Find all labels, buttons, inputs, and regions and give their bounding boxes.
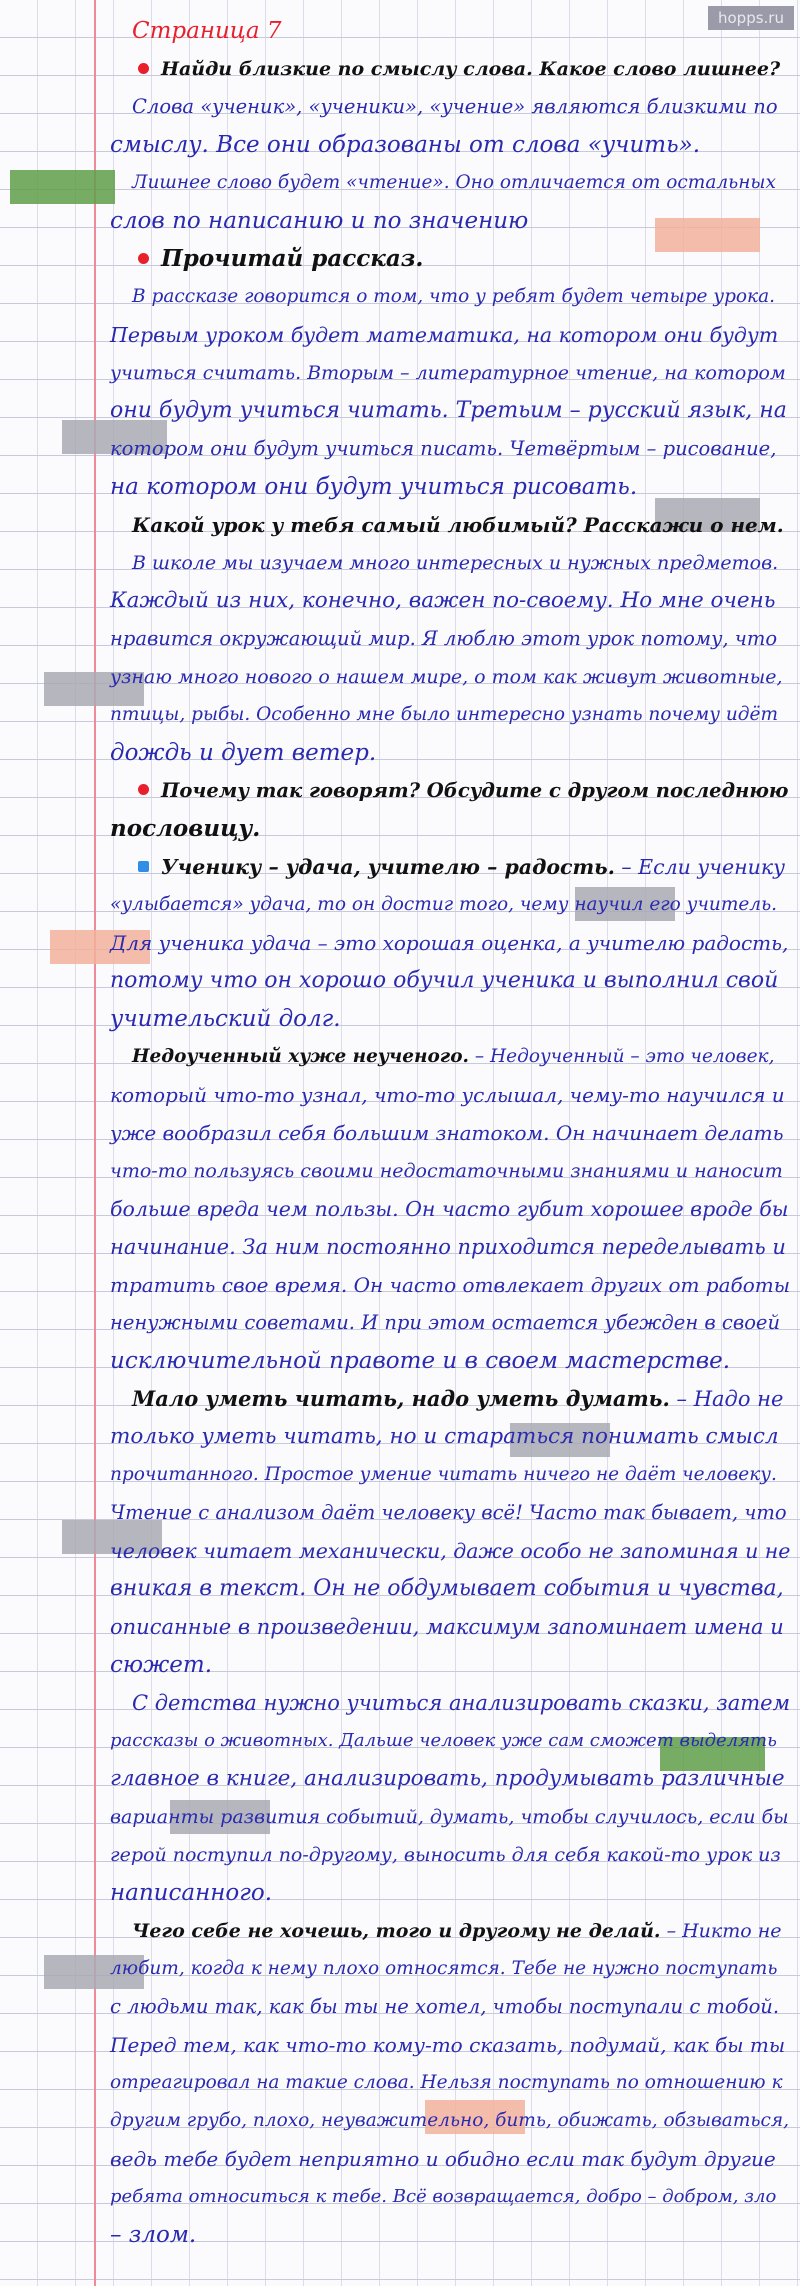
text-line: другим грубо, плохо, неуважительно, бить, обижать, обзываться, xyxy=(110,2110,789,2131)
text-line: написанного. xyxy=(110,1880,273,1906)
page-title: Страница 7 xyxy=(132,18,282,44)
proverb-line: Ученику – удача, учителю – радость. – Если ученику xyxy=(138,848,785,886)
bullet-icon xyxy=(138,253,149,264)
proverb-title: Мало уметь читать, надо уметь думать. xyxy=(132,1386,670,1411)
text-line: смыслу. Все они образованы от слова «учить». xyxy=(110,132,701,158)
text-line: человек читает механически, даже особо не запоминая и не xyxy=(110,1539,791,1563)
text-line: варианты развития событий, думать, чтобы случилось, если бы xyxy=(110,1806,789,1828)
text-line: только уметь читать, но и стараться понимать смысл xyxy=(110,1424,779,1449)
text-line: вникая в текст. Он не обдумывает события и чувства, xyxy=(110,1576,784,1601)
text-line: В школе мы изучаем много интересных и нужных предметов. xyxy=(132,552,779,574)
text-line: Чтение с анализом даёт человеку всё! Часто так бывает, что xyxy=(110,1501,787,1524)
text-line: «улыбается» удача, то он достиг того, чему научил его учитель. xyxy=(110,894,778,915)
proverb-line: Недоученный хуже неученого. – Недоученный – это человек, xyxy=(132,1046,775,1067)
proverb-title: Недоученный хуже неученого. xyxy=(132,1046,469,1067)
text-line: птицы, рыбы. Особенно мне было интересно узнать почему идёт xyxy=(110,704,779,725)
text-line: что-то пользуясь своими недостаточными знаниями и наносит xyxy=(110,1160,783,1182)
text-line: нравится окружающий мир. Я люблю этот урок потому, что xyxy=(110,627,778,650)
text-line: сюжет. xyxy=(110,1652,213,1678)
text-line: учительский долг. xyxy=(110,1006,341,1032)
task-heading: Найди близкие по смыслу слова. Какое слово лишнее? xyxy=(138,50,780,88)
text-line: Каждый из них, конечно, важен по-своему. Но мне очень xyxy=(110,588,776,613)
watermark-logo: hopps.ru xyxy=(708,6,794,30)
text-line: котором они будут учиться писать. Четвёртым – рисование, xyxy=(110,437,777,460)
text-line: который что-то узнал, что-то услышал, чему-то научился и xyxy=(110,1083,785,1107)
text-line: учиться считать. Вторым – литературное чтение, на котором xyxy=(110,362,786,384)
text-line: исключительной правоте и в своем мастерстве. xyxy=(110,1348,731,1374)
text-line: потому что он хорошо обучил ученика и выполнил свой xyxy=(110,968,779,993)
task-heading: Почему так говорят? Обсудите с другом последнюю xyxy=(138,772,788,810)
bullet-icon xyxy=(138,861,149,872)
text-line: Первым уроком будет математика, на котором они будут xyxy=(110,323,779,347)
text-line: Слова «ученик», «ученики», «учение» являются близкими по xyxy=(132,95,778,118)
task-heading: Прочитай рассказ. xyxy=(138,240,423,278)
text-line: начинание. За ним постоянно приходится переделывать и xyxy=(110,1235,786,1259)
proverb-title: Ученику – удача, учителю – радость. xyxy=(161,855,615,879)
text-line: ведь тебе будет неприятно и обидно если так будут другие xyxy=(110,2147,776,2171)
proverb-line: Мало уметь читать, надо уметь думать. – Надо не xyxy=(132,1386,784,1411)
text-line: В рассказе говорится о том, что у ребят будет четыре урока. xyxy=(132,286,776,307)
text-line: уже вообразил себя большим знатоком. Он начинает делать xyxy=(110,1121,784,1145)
text-line: Лишнее слово будет «чтение». Оно отличается от остальных xyxy=(132,172,776,193)
text-line: прочитанного. Простое умение читать ничего не даёт человеку. xyxy=(110,1464,777,1485)
text-line: С детства нужно учиться анализировать сказки, затем xyxy=(132,1691,790,1715)
text-line: описанные в произведении, максимум запоминает имена и xyxy=(110,1615,784,1639)
task-heading: пословицу. xyxy=(110,815,261,842)
bullet-icon xyxy=(138,784,149,795)
text-line: рассказы о животных. Дальше человек уже сам сможет выделять xyxy=(110,1730,777,1751)
text-line: с людьми так, как бы ты не хотел, чтобы поступали с тобой. xyxy=(110,1995,780,2018)
proverb-title: Чего себе не хочешь, того и другому не делай. xyxy=(132,1920,661,1942)
text-line: слов по написанию и по значению xyxy=(110,208,529,234)
bullet-icon xyxy=(138,63,149,74)
text-line: больше вреда чем пользы. Он часто губит хорошее вроде бы xyxy=(110,1197,789,1221)
text-line: отреагировал на такие слова. Нельзя поступать по отношению к xyxy=(110,2072,783,2093)
watermark-block xyxy=(655,218,760,252)
text-line: Для ученика удача – это хорошая оценка, а учителю радость, xyxy=(110,931,789,955)
text-line: ребята относиться к тебе. Всё возвращается, добро – добром, зло xyxy=(110,2186,777,2207)
text-line: главное в книге, анализировать, продумывать различные xyxy=(110,1766,785,1791)
text-line: любит, когда к нему плохо относятся. Тебе не нужно поступать xyxy=(110,1958,778,1979)
text-line: – злом. xyxy=(110,2222,197,2248)
watermark-block xyxy=(10,170,115,204)
proverb-line: Чего себе не хочешь, того и другому не делай. – Никто не xyxy=(132,1920,782,1942)
text-line: герой поступил по-другому, выносить для себя какой-то урок из xyxy=(110,1844,781,1866)
text-line: Перед тем, как что-то кому-то сказать, подумай, как бы ты xyxy=(110,2033,786,2057)
text-line: на котором они будут учиться рисовать. xyxy=(110,474,638,500)
task-heading: Какой урок у тебя самый любимый? Расскажи о нем. xyxy=(132,513,784,537)
text-line: узнаю много нового о нашем мире, о том как живут животные, xyxy=(110,666,783,688)
text-line: дождь и дует ветер. xyxy=(110,740,377,766)
text-line: тратить свое время. Он часто отвлекает других от работы xyxy=(110,1273,791,1297)
text-line: они будут учиться читать. Третьим – русский язык, на xyxy=(110,398,787,423)
text-line: ненужными советами. И при этом остается убежден в своей xyxy=(110,1311,781,1334)
notebook-margin-line xyxy=(94,0,96,2286)
